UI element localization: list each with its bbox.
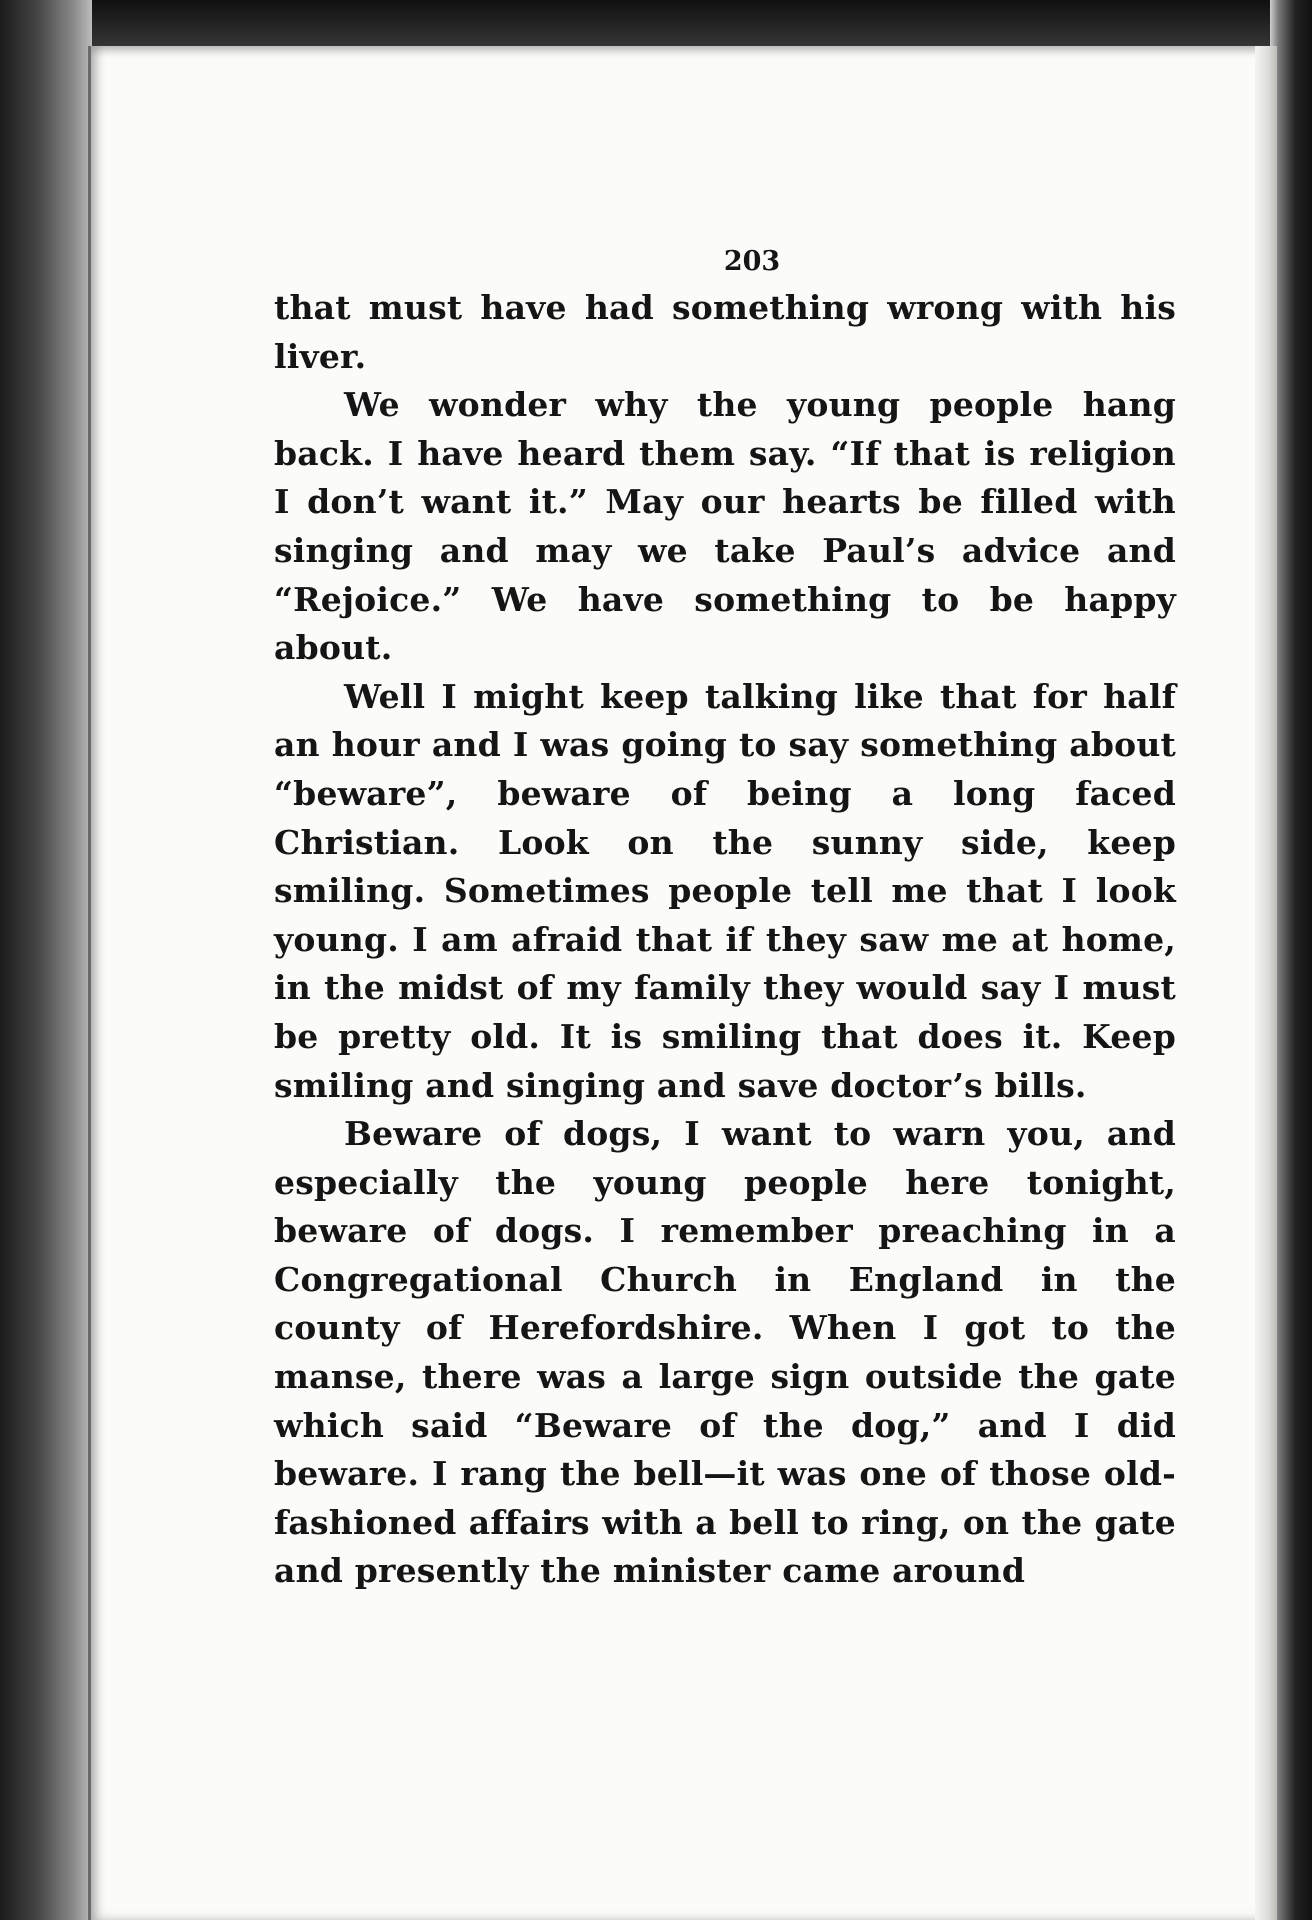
paragraph-4: Beware of dogs, I want to warn you, and especially the young people here tonight, beware of dogs. I remember preaching in a Congregational Church in England in the county of Herefordshire. When I got to the manse, there was a large sign outside the gate which said “Beware of the dog,” and I did beware. I rang the bell—it was one of those old-fashioned affairs with a bell to ring, on the gate and presently the minister came around: [274, 1114, 1176, 1591]
page-number-text: 203: [723, 246, 781, 277]
scan-top-band: [0, 0, 1312, 52]
book-page: [88, 46, 1277, 1920]
paragraph-1: that must have had something wrong with his liver.: [274, 288, 1176, 376]
page-number: [91, 246, 1277, 277]
scan-left-spine: [0, 0, 92, 1920]
body-text: [274, 284, 1176, 1596]
paragraph-3: Well I might keep talking like that for half an hour and I was going to say something about “beware”, beware of being a long faced Christian. Look on the sunny side, keep smiling. Sometimes people tell me that I look young. I am afraid that if they saw me at home, in the midst of my family they would say I must be pretty old. It is smiling that does it. Keep smiling and singing and save doctor’s bills.: [274, 676, 1176, 1105]
paragraph-2: We wonder why the young people hang back. I have heard them say. “If that is religion I don’t want it.” May our hearts be filled with singing and may we take Paul’s advice and “Rejoice.” We have something to be happy about.: [274, 385, 1176, 668]
page-edge: [1255, 46, 1277, 1920]
